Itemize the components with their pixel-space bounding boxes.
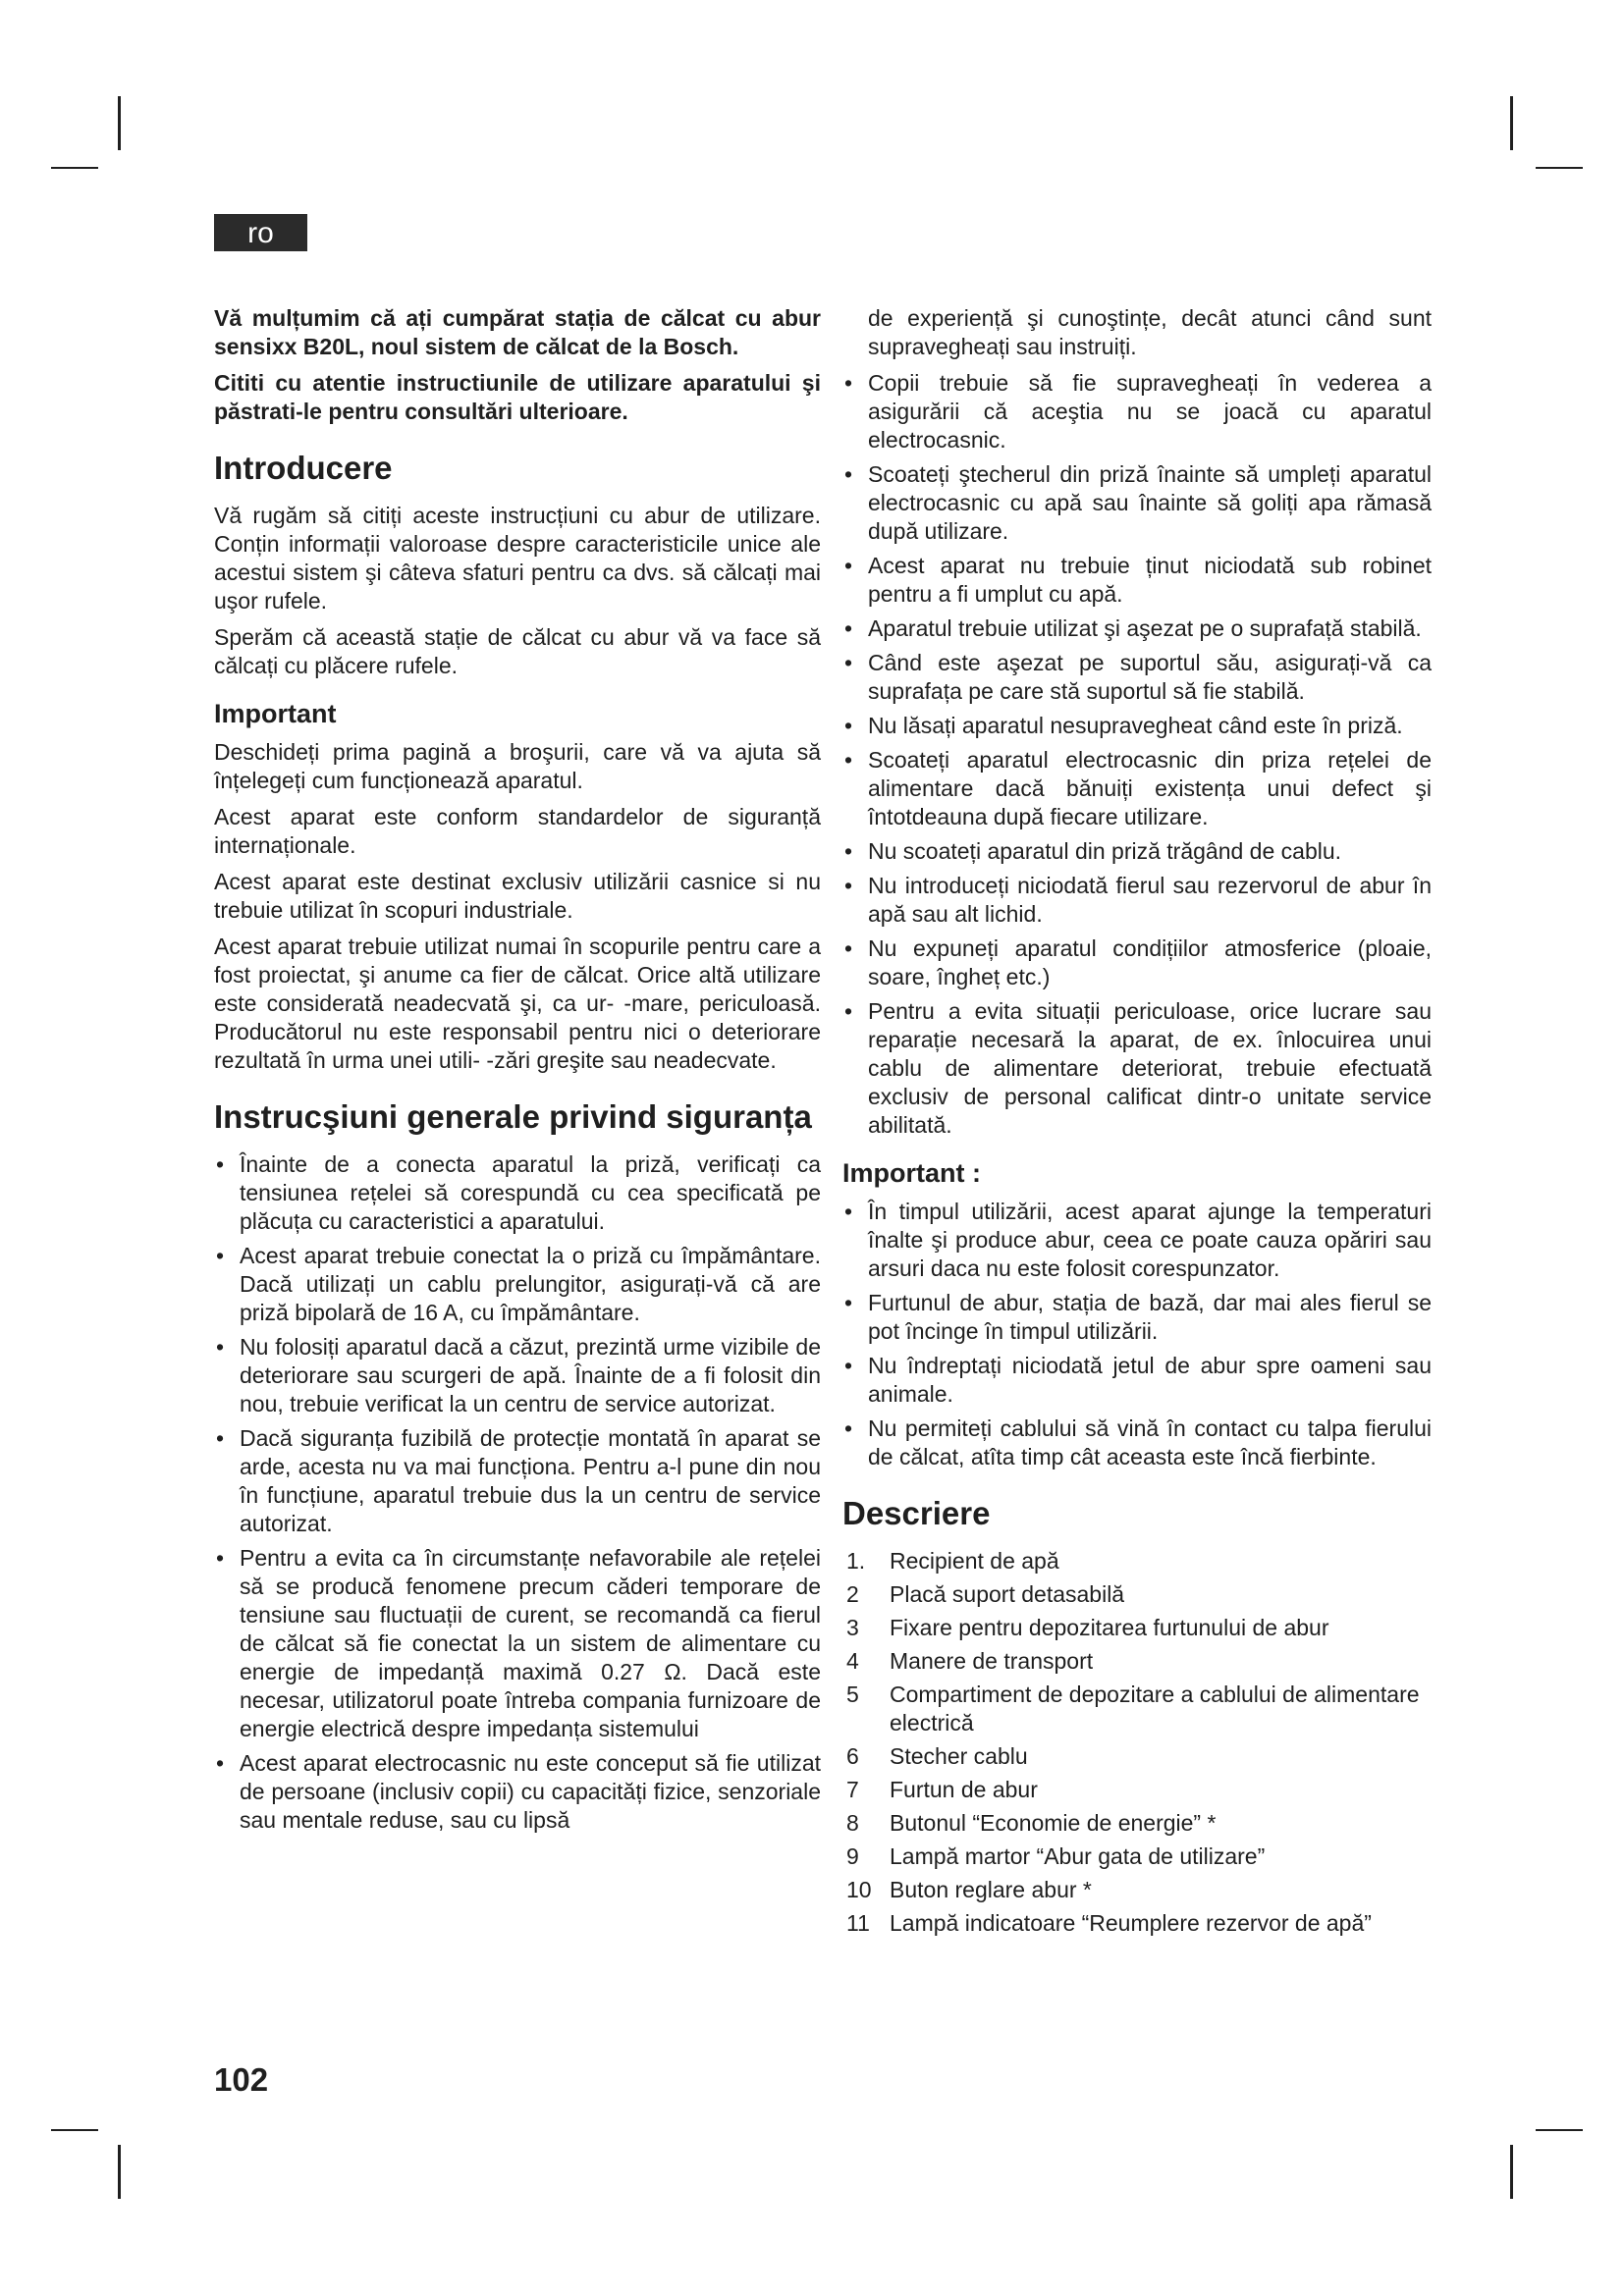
item-text: Lampă martor “Abur gata de utilizare” bbox=[890, 1843, 1266, 1869]
item-text: Furtun de abur bbox=[890, 1777, 1038, 1802]
list-item-text: Nu expuneți aparatul condițiilor atmosferice (ploaie, soare, îngheț etc.) bbox=[868, 935, 1432, 989]
item-text: Buton reglare abur * bbox=[890, 1877, 1092, 1902]
list-item bbox=[842, 712, 1432, 740]
list-item-text: În timpul utilizării, acest aparat ajunge la temperaturi înalte şi produce abur, ceea ce poate cauza opăriri sau arsuri daca nu este folosit corespunzator. bbox=[868, 1199, 1432, 1281]
item-number: 4 bbox=[846, 1648, 859, 1674]
list-item bbox=[842, 1876, 1432, 1904]
list-item bbox=[842, 1352, 1432, 1409]
item-text: Placă suport detasabilă bbox=[890, 1581, 1125, 1607]
bullet-icon: • bbox=[844, 838, 853, 864]
left-column bbox=[214, 304, 821, 1842]
bullet-icon: • bbox=[844, 1415, 853, 1441]
list-item bbox=[214, 1150, 821, 1236]
list-item-text: Nu folosiți aparatul dacă a căzut, prezintă urme vizibile de deteriorare sau scurgeri de apă. Înainte de a fi folosit din nou, trebuie verificat la un centru de service autorizat. bbox=[240, 1334, 821, 1416]
list-item-text: Dacă siguranța fuzibilă de protecție montată în aparat se arde, acesta nu va mai funcționa. Pentru a-l pune din nou în funcțiune, aparatul trebuie dus la un centru de service autorizat. bbox=[240, 1425, 821, 1536]
list-item bbox=[842, 1198, 1432, 1283]
descriere-list bbox=[842, 1547, 1432, 1938]
list-item-text: Înainte de a conecta aparatul la priză, verificați ca tensiunea rețelei să corespundă cu cea specificată pe plăcuța cu caracteristici a aparatului. bbox=[240, 1151, 821, 1234]
bullet-icon: • bbox=[844, 873, 853, 898]
item-number: 2 bbox=[846, 1581, 859, 1607]
bullet-icon: • bbox=[844, 461, 853, 487]
bullet-icon: • bbox=[216, 1750, 225, 1776]
safety-list bbox=[214, 1150, 821, 1835]
list-item-text: Nu permiteți cablului să vină în contact cu talpa fierului de călcat, atîta timp cât aceasta este încă fierbinte. bbox=[868, 1415, 1432, 1469]
bullet-icon: • bbox=[844, 1353, 853, 1378]
safety-list-continued bbox=[842, 369, 1432, 1140]
list-item bbox=[842, 1415, 1432, 1471]
important-paragraph: Acest aparat este destinat exclusiv utilizării casnice si nu trebuie utilizat în scopuri industriale. bbox=[214, 869, 821, 923]
bullet-icon: • bbox=[216, 1334, 225, 1360]
list-item-text: Copii trebuie să fie supravegheați în vederea a asigurării că aceştia nu se joacă cu aparatul electrocasnic. bbox=[868, 370, 1432, 453]
list-item-text: Pentru a evita ca în circumstanțe nefavorabile ale rețelei să se producă fenomene precum căderi temporare de tensiune sau fluctuații de curent, se recomandă ca fierul de călcat să fie conectat la un sistem de alimentare cu energie de impedanță maximă 0.27 Ω. Dacă este necesar, utilizatorul poate întreba compania furnizoare de energie electrică despre impedanța sistemului bbox=[240, 1545, 821, 1741]
list-item bbox=[842, 552, 1432, 609]
item-text: Compartiment de depozitare a cablului de alimentare electrică bbox=[890, 1682, 1420, 1735]
bullet-icon: • bbox=[844, 747, 853, 773]
list-item bbox=[842, 369, 1432, 454]
item-text: Fixare pentru depozitarea furtunului de abur bbox=[890, 1615, 1329, 1640]
crop-mark-bottom-right-vertical bbox=[1510, 2145, 1513, 2199]
list-item-text: Nu introduceți niciodată fierul sau rezervorul de abur în apă sau alt lichid. bbox=[868, 873, 1432, 927]
list-item bbox=[842, 1580, 1432, 1609]
list-item bbox=[842, 1909, 1432, 1938]
list-item bbox=[842, 1742, 1432, 1771]
important-heading: Important bbox=[214, 699, 337, 728]
list-item bbox=[842, 872, 1432, 929]
list-item-text: Nu îndreptați niciodată jetul de abur spre oameni sau animale. bbox=[868, 1353, 1432, 1407]
bullet-icon: • bbox=[844, 935, 853, 961]
bullet-icon: • bbox=[844, 650, 853, 675]
bullet-icon: • bbox=[844, 370, 853, 396]
item-text: Stecher cablu bbox=[890, 1743, 1028, 1769]
descriere-heading: Descriere bbox=[842, 1495, 991, 1531]
crop-mark-top-right-vertical bbox=[1510, 96, 1513, 150]
list-item bbox=[214, 1333, 821, 1418]
list-item-text: Când este aşezat pe suportul său, asigurați-vă ca suprafața pe care stă suportul să fie stabilă. bbox=[868, 650, 1432, 704]
safety-heading: Instrucşiuni generale privind siguranța bbox=[214, 1098, 812, 1135]
list-item-text: Aparatul trebuie utilizat şi aşezat pe o suprafață stabilă. bbox=[868, 615, 1422, 641]
crop-mark-top-right-horizontal bbox=[1536, 167, 1583, 169]
item-number: 10 bbox=[846, 1877, 872, 1902]
list-item bbox=[214, 1242, 821, 1327]
bullet-icon: • bbox=[844, 713, 853, 738]
item-text: Manere de transport bbox=[890, 1648, 1094, 1674]
item-text: Lampă indicatoare “Reumplere rezervor de apă” bbox=[890, 1910, 1372, 1936]
item-number: 3 bbox=[846, 1615, 859, 1640]
item-number: 9 bbox=[846, 1843, 859, 1869]
list-item bbox=[842, 934, 1432, 991]
item-number: 1. bbox=[846, 1548, 866, 1574]
bullet-icon: • bbox=[216, 1243, 225, 1268]
important-paragraph: Acest aparat trebuie utilizat numai în scopurile pentru care a fost proiectat, şi anume ca fier de călcat. Orice altă utilizare este considerată neadecvată şi, ca ur- -mare, periculoasă. Producătorul nu este responsabil pentru nici o deteriorare rezultată în urma unei utili- -zări greşite sau neadecvate. bbox=[214, 934, 821, 1073]
crop-mark-bottom-left-horizontal bbox=[51, 2129, 98, 2131]
list-item bbox=[842, 460, 1432, 546]
important-list bbox=[842, 1198, 1432, 1471]
page-number: 102 bbox=[214, 2061, 269, 2098]
list-item-text: Acest aparat nu trebuie ținut niciodată sub robinet pentru a fi umplut cu apă. bbox=[868, 553, 1432, 607]
list-item bbox=[214, 1544, 821, 1743]
important-heading: Important : bbox=[842, 1158, 981, 1188]
list-item bbox=[842, 1647, 1432, 1676]
bullet-icon: • bbox=[844, 998, 853, 1024]
bullet-icon: • bbox=[216, 1545, 225, 1571]
list-item bbox=[842, 1776, 1432, 1804]
crop-mark-bottom-left-vertical bbox=[118, 2145, 121, 2199]
list-item bbox=[842, 1681, 1432, 1737]
item-text: Recipient de apă bbox=[890, 1548, 1059, 1574]
item-number: 5 bbox=[846, 1682, 859, 1707]
list-item-text: Furtunul de abur, stația de bază, dar mai ales fierul se pot încinge în timpul utilizării. bbox=[868, 1290, 1432, 1344]
right-column bbox=[842, 304, 1432, 1943]
list-item-text: Scoateți ştecherul din priză înainte să umpleți aparatul electrocasnic cu apă sau înainte să goliți apa rămasă după utilizare. bbox=[868, 461, 1432, 544]
list-item-text: Nu scoateți aparatul din priză trăgând de cablu. bbox=[868, 838, 1342, 864]
language-tab: ro bbox=[214, 214, 307, 251]
list-item bbox=[842, 1289, 1432, 1346]
bullet-icon: • bbox=[216, 1151, 225, 1177]
continuation-text: de experiență şi cunoştințe, decât atunci când sunt supravegheați sau instruiți. bbox=[868, 305, 1432, 359]
list-item bbox=[842, 1842, 1432, 1871]
item-number: 7 bbox=[846, 1777, 859, 1802]
list-item bbox=[842, 837, 1432, 866]
list-item bbox=[842, 614, 1432, 643]
bullet-icon: • bbox=[216, 1425, 225, 1451]
introducere-paragraph: Sperăm că această stație de călcat cu abur vă va face să călcați cu plăcere rufele. bbox=[214, 624, 821, 678]
list-item-text: Scoateți aparatul electrocasnic din priza rețelei de alimentare dacă bănuiți existența unui defect şi întotdeauna după fiecare utilizare. bbox=[868, 747, 1432, 829]
important-paragraph: Deschideți prima pagină a broşurii, care vă va ajuta să înțelegeți cum funcționează aparatul. bbox=[214, 739, 821, 793]
list-item bbox=[842, 1547, 1432, 1575]
bullet-icon: • bbox=[844, 1199, 853, 1224]
list-item-text: Pentru a evita situații periculoase, orice lucrare sau reparație necesară la aparat, de ex. înlocuirea unui cablu de alimentare deteriorat, trebuie efectuată exclusiv de personal calificat dintr-o unitate service abilitată. bbox=[868, 998, 1432, 1138]
bullet-icon: • bbox=[844, 553, 853, 578]
list-item bbox=[842, 746, 1432, 831]
list-item-text: Nu lăsați aparatul nesupravegheat când este în priză. bbox=[868, 713, 1403, 738]
bullet-icon: • bbox=[844, 1290, 853, 1315]
item-number: 6 bbox=[846, 1743, 859, 1769]
list-item bbox=[214, 1424, 821, 1538]
thank-you-text: Vă mulțumim că ați cumpărat stația de călcat cu abur sensixx B20L, noul sistem de călcat de la Bosch. bbox=[214, 305, 821, 359]
read-instructions-text: Cititi cu atentie instructiunile de utilizare aparatului şi păstrati-le pentru consultări ulterioare. bbox=[214, 370, 821, 424]
introducere-paragraph: Vă rugăm să citiți aceste instrucțiuni cu abur de utilizare. Conțin informații valoroase despre caracteristicile unice ale acestui sistem şi câteva sfaturi pentru ca dvs. să călcați mai uşor rufele. bbox=[214, 503, 821, 614]
important-paragraph: Acest aparat este conform standardelor de siguranță internaționale. bbox=[214, 804, 821, 858]
item-number: 8 bbox=[846, 1810, 859, 1836]
list-item bbox=[842, 1614, 1432, 1642]
list-item bbox=[842, 649, 1432, 706]
list-item-text: Acest aparat electrocasnic nu este conceput să fie utilizat de persoane (inclusiv copii) cu capacități fizice, senzoriale sau mentale reduse, sau cu lipsă bbox=[240, 1750, 821, 1833]
bullet-icon: • bbox=[844, 615, 853, 641]
crop-mark-top-left-vertical bbox=[118, 96, 121, 150]
list-item bbox=[214, 1749, 821, 1835]
item-number: 11 bbox=[846, 1910, 870, 1936]
item-text: Butonul “Economie de energie” * bbox=[890, 1810, 1217, 1836]
list-item-text: Acest aparat trebuie conectat la o priză cu împământare. Dacă utilizați un cablu prelungitor, asigurați-vă că are priză bipolară de 16 A, cu împământare. bbox=[240, 1243, 821, 1325]
list-item bbox=[842, 997, 1432, 1140]
list-item bbox=[842, 1809, 1432, 1838]
crop-mark-bottom-right-horizontal bbox=[1536, 2129, 1583, 2131]
crop-mark-top-left-horizontal bbox=[51, 167, 98, 169]
introducere-heading: Introducere bbox=[214, 450, 393, 486]
